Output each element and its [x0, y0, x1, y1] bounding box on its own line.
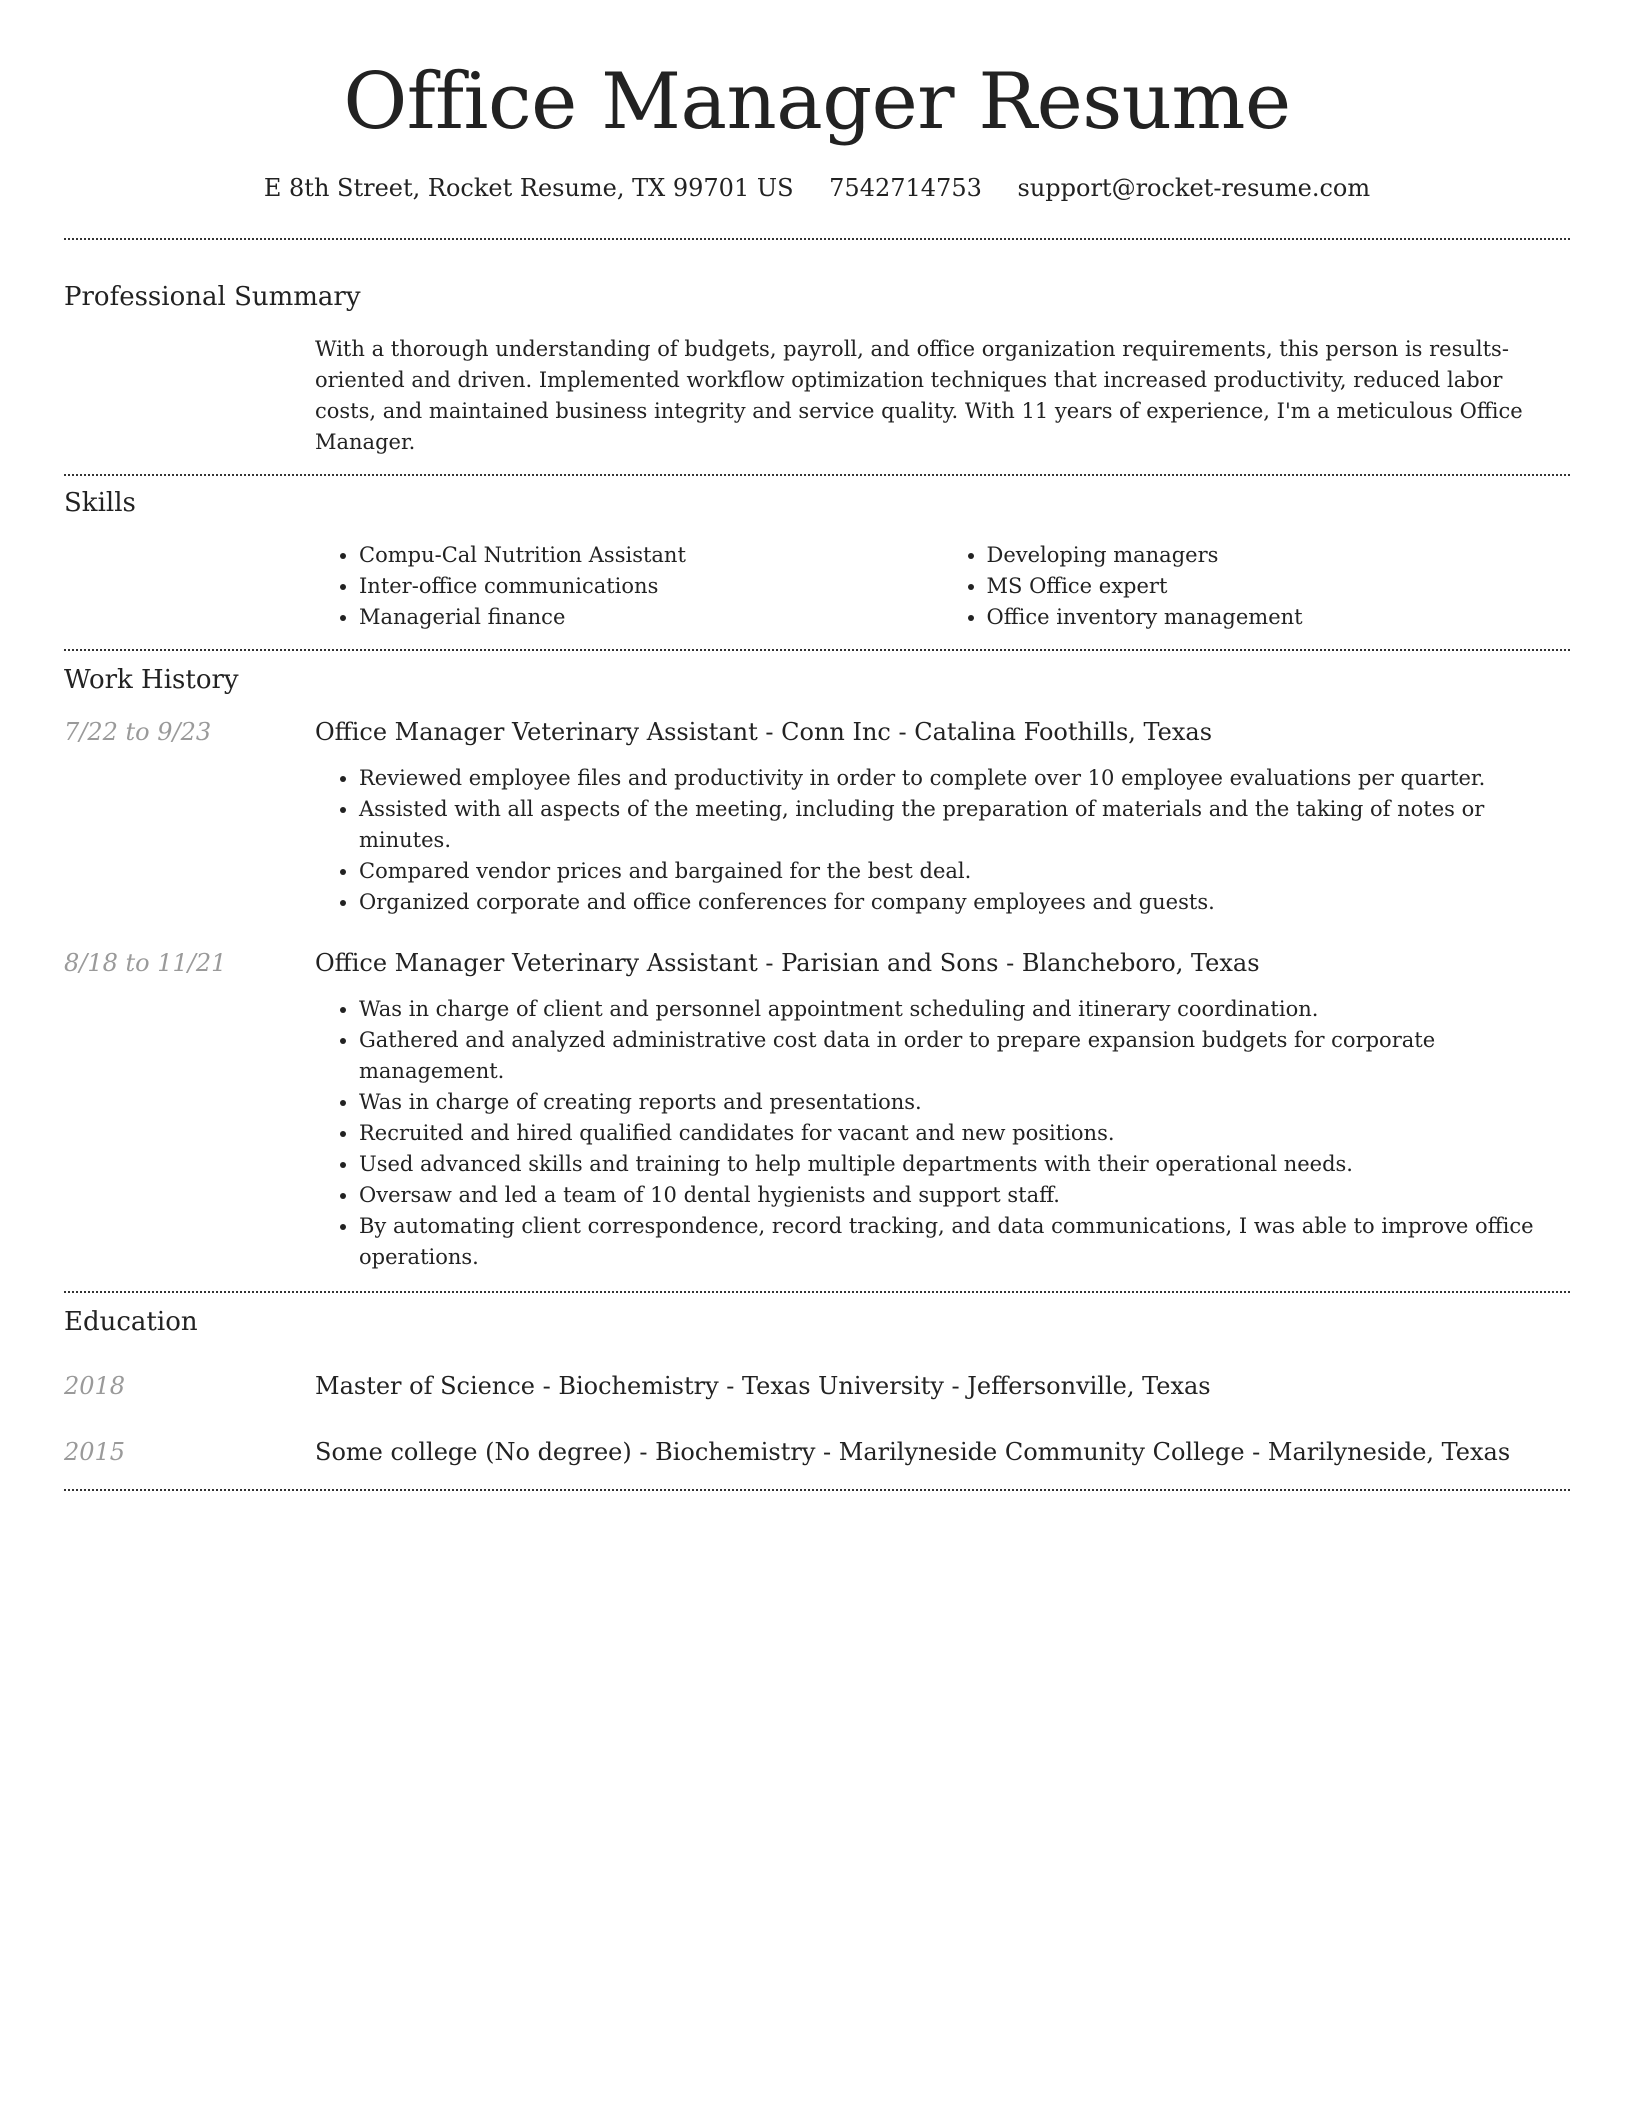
job-bullet: • Recruited and hired qualified candidates for vacant and new positions.: [359, 1118, 1570, 1149]
contact-email: support@rocket-resume.com: [1017, 174, 1371, 202]
skills-column-left: [315, 540, 943, 633]
skill-item: • Compu-Cal Nutrition Assistant: [359, 540, 943, 571]
skills-section: [64, 486, 1570, 633]
skills-heading: Skills: [64, 488, 136, 518]
education-detail: Master of Science - Biochemistry - Texas University - Jeffersonville, Texas: [315, 1372, 1211, 1400]
job-entry: [64, 946, 1570, 1273]
job-bullet: • Assisted with all aspects of the meeting, including the preparation of materials and the taking of notes or minutes.: [359, 794, 1570, 856]
skills-column-right: [943, 540, 1571, 633]
job-bullet: • Organized corporate and office conferences for company employees and guests.: [359, 887, 1570, 918]
divider: [64, 1291, 1570, 1293]
skill-item: • Inter-office communications: [359, 571, 943, 602]
page-title: Office Manager Resume: [343, 57, 1291, 147]
skills-list: [315, 540, 1570, 633]
contact-phone: 7542714753: [829, 174, 982, 202]
divider: [64, 649, 1570, 651]
summary-section: [64, 280, 1570, 458]
job-bullet: • Reviewed employee files and productivity in order to complete over 10 employee evaluations per quarter.: [359, 763, 1570, 794]
skill-item: • Office inventory management: [987, 602, 1571, 633]
job-dates: 7/22 to 9/23: [64, 718, 212, 746]
education-heading: Education: [64, 1307, 198, 1337]
resume-page: [64, 0, 1570, 1491]
skill-item: • Managerial finance: [359, 602, 943, 633]
job-dates: 8/18 to 11/21: [64, 949, 227, 977]
job-bullet: • Used advanced skills and training to help multiple departments with their operational needs.: [359, 1149, 1570, 1180]
job-title: Office Manager Veterinary Assistant - Parisian and Sons - Blancheboro, Texas: [315, 949, 1260, 977]
job-bullet: • Oversaw and led a team of 10 dental hygienists and support staff.: [359, 1180, 1570, 1211]
skill-item: • MS Office expert: [987, 571, 1571, 602]
education-entry: [64, 1369, 1570, 1403]
summary-heading: Professional Summary: [64, 282, 361, 312]
job-bullet: • Gathered and analyzed administrative cost data in order to prepare expansion budgets for corporate management.: [359, 1025, 1570, 1087]
contact-line: [64, 172, 1570, 204]
divider: [64, 1489, 1570, 1491]
job-bullet: • Was in charge of client and personnel appointment scheduling and itinerary coordination.: [359, 994, 1570, 1025]
education-year: 2018: [64, 1372, 126, 1400]
work-history-section: [64, 663, 1570, 1273]
job-detail: [315, 946, 1570, 1273]
job-bullets: [315, 994, 1570, 1273]
job-bullets: [315, 763, 1570, 918]
skill-item: • Developing managers: [987, 540, 1571, 571]
education-section: [64, 1305, 1570, 1469]
divider: [64, 238, 1570, 240]
summary-text: With a thorough understanding of budgets, payroll, and office organization requirements, this person is results-oriented and driven. Implemented workflow optimization techniques that increased productivity, reduced labor costs, and maintained business integrity and service quality. With 11 years of experience, I'm a meticulous Office Manager.: [315, 337, 1523, 454]
contact-address: E 8th Street, Rocket Resume, TX 99701 US: [263, 174, 794, 202]
education-year: 2015: [64, 1438, 126, 1466]
job-bullet: • Was in charge of creating reports and presentations.: [359, 1087, 1570, 1118]
divider: [64, 474, 1570, 476]
job-bullet: • Compared vendor prices and bargained for the best deal.: [359, 856, 1570, 887]
job-title: Office Manager Veterinary Assistant - Conn Inc - Catalina Foothills, Texas: [315, 718, 1213, 746]
work-history-heading: Work History: [64, 665, 239, 695]
job-detail: [315, 715, 1570, 918]
education-detail: Some college (No degree) - Biochemistry - Marilyneside Community College - Marilyneside, Texas: [315, 1438, 1511, 1466]
job-bullet: • By automating client correspondence, record tracking, and data communications, I was able to improve office operations.: [359, 1211, 1570, 1273]
job-entry: [64, 715, 1570, 918]
education-entry: [64, 1435, 1570, 1469]
